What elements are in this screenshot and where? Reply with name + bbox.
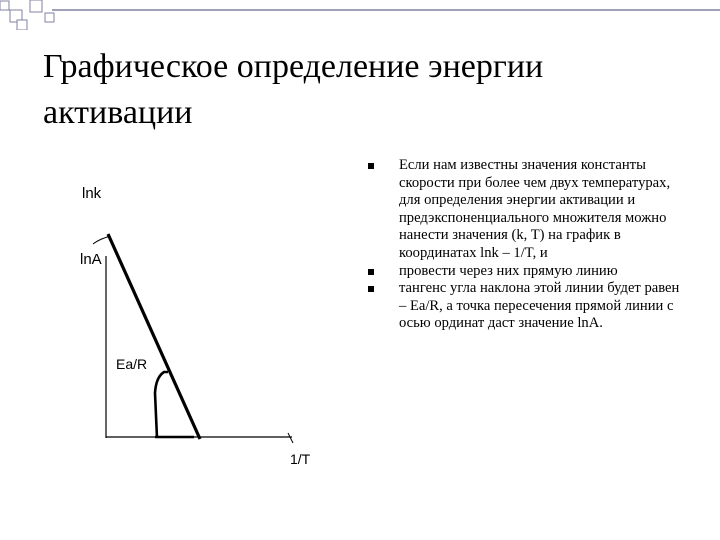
intercept-label: lnA [80, 251, 102, 268]
bullet-item [368, 280, 688, 333]
x-axis-label: 1/T [290, 451, 311, 467]
bullet-text: Если нам известны значения константы скорости при более чем двух температурах, для определения энергии активации и предэкспоненциального множителя можно нанести значения (k, T) на график в координатах lnk – 1/T, и [399, 157, 671, 261]
bullet-list [368, 157, 688, 333]
arrhenius-diagram [70, 170, 330, 470]
slope-label: Ea/R [116, 356, 148, 372]
x-axis-tick [288, 433, 293, 443]
bullet-item [368, 157, 688, 263]
fit-line [108, 234, 200, 439]
y-axis-label: lnk [82, 185, 102, 202]
corner-square-pattern [0, 0, 720, 30]
bullet-item [368, 263, 688, 281]
slide-title: Графическое определение энергии активации [43, 48, 544, 131]
intercept-tick [93, 236, 110, 244]
square-bullet-icon [368, 163, 374, 169]
square-bullet-icon [368, 286, 374, 292]
bullet-text: тангенс угла наклона этой линии будет равен – Ea/R, а точка пересечения прямой линии с осью ординат даст значение lnA. [399, 280, 680, 332]
slope-triangle [155, 372, 168, 438]
bullet-text: провести через них прямую линию [399, 262, 618, 279]
square-bullet-icon [368, 269, 374, 275]
